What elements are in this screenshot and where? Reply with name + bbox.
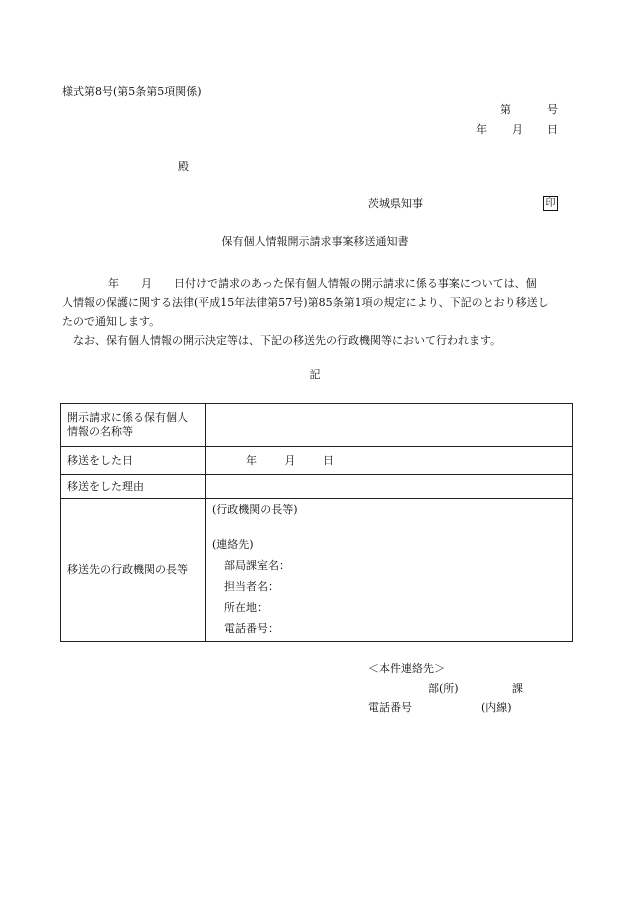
number-go-label: 号 — [547, 103, 558, 116]
contact-extension: (内線) — [481, 701, 512, 714]
destination-value — [206, 499, 573, 642]
destination-head: (行政機関の長等) — [212, 503, 298, 516]
info-name-label — [61, 404, 206, 447]
transfer-reason-label: 移送をした理由 — [61, 475, 206, 499]
form-number: 様式第8号(第5条第5項関係) — [62, 85, 202, 98]
destination-phone: 電話番号： — [224, 622, 279, 635]
destination-address: 所在地： — [224, 601, 268, 614]
body-paragraph — [62, 274, 574, 350]
transfer-date-month: 月 — [284, 453, 296, 467]
table-row — [61, 404, 573, 447]
destination-details — [212, 499, 566, 639]
contact-heading: ＜本件連絡先＞ — [368, 662, 445, 675]
contact-dept: 部(所) — [428, 682, 459, 695]
body-line-3: たので通知します。 — [62, 315, 161, 328]
number-dai-label: 第 — [500, 103, 511, 116]
destination-person: 担当者名： — [224, 580, 279, 593]
table-row — [61, 475, 573, 499]
body-line-2: 人情報の保護に関する法律(平成15年法律第57号)第85条第1項の規定により、下記のとおり移送し — [62, 296, 549, 309]
date-year-label: 年 — [476, 123, 487, 136]
body-line-4: なお、保有個人情報の開示決定等は、下記の移送先の行政機関等において行われます。 — [73, 334, 502, 347]
date-month-label: 月 — [512, 123, 523, 136]
ki-heading: 記 — [309, 368, 321, 381]
transfer-date-label: 移送をした日 — [61, 447, 206, 475]
table-row — [61, 447, 573, 475]
destination-dept: 部局課室名： — [224, 559, 290, 572]
transfer-date-value — [206, 447, 573, 475]
transfer-date-day: 日 — [323, 453, 334, 467]
date-day-label: 日 — [547, 123, 558, 136]
seal-mark: 印 — [543, 196, 558, 211]
transfer-date-year: 年 — [246, 453, 257, 467]
sender-name: 茨城県知事 — [368, 197, 423, 210]
info-name-label-line-1: 開示請求に係る保有個人 — [67, 411, 188, 424]
contact-section: 課 — [512, 682, 523, 695]
body-line-1: 年 月 日付けで請求のあった保有個人情報の開示請求に係る事案については、個 — [108, 277, 537, 290]
document-title: 保有個人情報開示請求事案移送通知書 — [221, 235, 409, 248]
info-name-value — [206, 404, 573, 447]
transfer-info-table — [60, 403, 573, 642]
destination-contact: (連絡先) — [212, 538, 254, 551]
transfer-reason-value — [206, 475, 573, 499]
addressee-suffix: 殿 — [178, 160, 189, 173]
info-name-label-line-2: 情報の名称等 — [67, 425, 133, 438]
destination-label: 移送先の行政機関の長等 — [61, 499, 206, 642]
table-row — [61, 499, 573, 642]
contact-phone-label: 電話番号 — [368, 701, 412, 714]
